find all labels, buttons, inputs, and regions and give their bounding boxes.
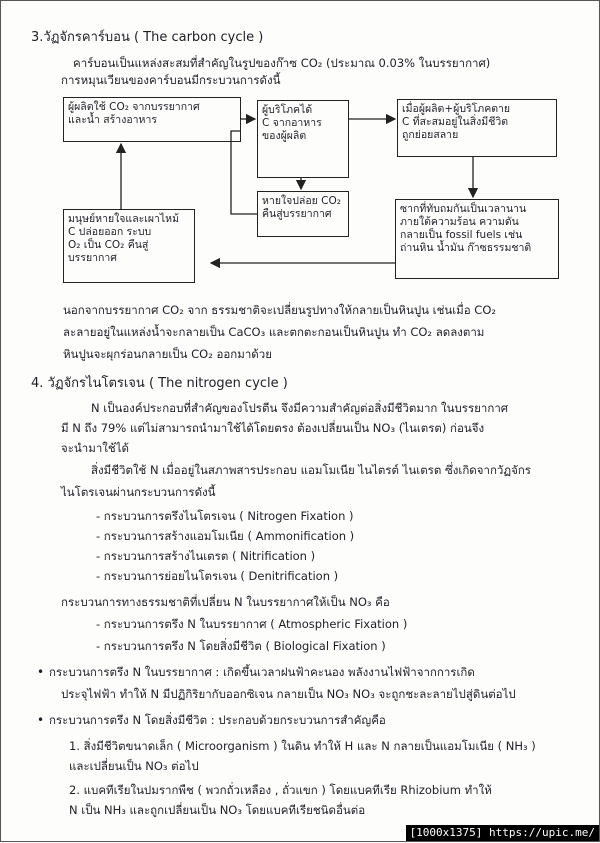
- producer-line: ผู้ผลิตใช้ CO₂ จากบรรยากาศ: [68, 101, 200, 113]
- bullet-dot: •: [37, 665, 45, 679]
- bullet1-line1: กระบวนการตรึง N ในบรรยากาศ : เกิดขึ้นเวลาฝนฟ้าคะนอง พลังงานไฟฟ้าจากการเกิด: [49, 665, 475, 679]
- section4-heading: 4. วัฏจักรไนโตรเจน ( The nitrogen cycle ): [31, 376, 288, 391]
- arrow-release-producer: [231, 131, 257, 214]
- release-line: คืนสู่บรรยากาศ: [262, 208, 332, 220]
- carbon-note-line2: ละลายอยู่ในแหล่งน้ำจะกลายเป็น CaCO₃ และตกตะกอนเป็นหินปูน ทำ CO₂ ลดลงตาม: [63, 325, 485, 339]
- release-line: หายใจปล่อย CO₂: [262, 195, 341, 207]
- consumer-line: ผู้บริโภคได้: [262, 104, 313, 116]
- carbon-note-line1: นอกจากบรรยากาศ CO₂ จาก ธรรมชาติจะเปลี่ยนรูปทางให้กลายเป็นหินปูน เช่นเมื่อ CO₂: [63, 303, 496, 317]
- decomposer-line: C ที่สะสมอยู่ในสิ่งมีชีวิต: [402, 116, 509, 128]
- bullet2-line1: กระบวนการตรึง N โดยสิ่งมีชีวิต : ประกอบด้วยกระบวนการสำคัญคือ: [49, 713, 386, 727]
- process-item: - กระบวนการย่อยไนโตรเจน ( Denitrification ): [96, 569, 339, 583]
- section4-p4: สิ่งมีชีวิตใช้ N เมื่ออยู่ในสภาพสารประกอบ แอมโมเนีย ไนไตรต์ ไนเตรต ซึ่งเกิดจากวัฏจักร: [91, 463, 531, 477]
- section3-heading: 3.วัฏจักรคาร์บอน ( The carbon cycle ): [31, 30, 264, 45]
- fossil-line: กลายเป็น fossil fuels เช่น: [400, 229, 523, 241]
- section3-line2: การหมุนเวียนของคาร์บอนมีกระบวนการดังนี้: [61, 73, 281, 87]
- respiration-line: O₂ เป็น CO₂ คืนสู่: [68, 239, 149, 251]
- respiration-line: บรรยากาศ: [68, 252, 117, 264]
- fixation-type: - กระบวนการตรึง N ในบรรยากาศ ( Atmospheric Fixation ): [96, 617, 408, 631]
- process-item: - กระบวนการสร้างไนเตรต ( Nitrification ): [96, 549, 316, 563]
- section4-p5: ไนโตรเจนผ่านกระบวนการดังนี้: [61, 485, 216, 499]
- process-item: - กระบวนการสร้างแอมโมเนีย ( Ammonification ): [96, 529, 355, 543]
- section4-p1: N เป็นองค์ประกอบที่สำคัญของโปรตีน จึงมีความสำคัญต่อสิ่งมีชีวิตมาก ในบรรยากาศ: [91, 401, 509, 415]
- consumer-line: C จากอาหาร: [262, 117, 322, 129]
- bullet2-item: และเปลี่ยนเป็น NO₃ ต่อไป: [69, 759, 199, 773]
- decomposer-line: ถูกย่อยสลาย: [402, 129, 459, 141]
- process-item: - กระบวนการตรึงไนโตรเจน ( Nitrogen Fixation ): [96, 509, 354, 523]
- bullet1-line2: ประจุไฟฟ้า ทำให้ N มีปฏิกิริยากับออกซิเจน กลายเป็น NO₃ NO₃ จะถูกชะละลายไปสู่ดินต่อไป: [61, 687, 516, 701]
- fossil-line: ภายใต้ความร้อน ความดัน: [400, 216, 519, 228]
- fixation-intro: กระบวนการทางธรรมชาติที่เปลี่ยน N ในบรรยากาศให้เป็น NO₃ คือ: [61, 595, 390, 609]
- respiration-line: มนุษย์หายใจและเผาไหม้: [68, 213, 180, 225]
- bullet-dot: •: [37, 713, 45, 727]
- image-source-footer[interactable]: [1000x1375] https://upic.me/: [406, 825, 599, 841]
- respiration-line: C ปล่อยออก ระบบ: [68, 226, 152, 238]
- consumer-line: ของผู้ผลิต: [262, 130, 307, 142]
- fossil-line: ถ่านหิน น้ำมัน ก๊าซธรรมชาติ: [400, 242, 532, 254]
- producer-line: และน้ำ สร้างอาหาร: [68, 114, 157, 126]
- section3-line1: คาร์บอนเป็นแหล่งสะสมที่สำคัญในรูปของก๊าซ CO₂ (ประมาณ 0.03% ในบรรยากาศ): [73, 56, 491, 70]
- bullet2-item: 2. แบคทีเรียในปมรากพืช ( พวกถั่วเหลือง , ถั่วแขก ) โดยแบคทีเรีย Rhizobium ทำให้: [69, 783, 492, 797]
- fixation-type: - กระบวนการตรึง N โดยสิ่งมีชีวิต ( Biological Fixation ): [96, 639, 386, 653]
- section4-p3: จะนำมาใช้ได้: [61, 441, 129, 455]
- fossil-line: ซากที่ทับถมกันเป็นเวลานาน: [400, 203, 527, 215]
- bullet2-item: 1. สิ่งมีชีวิตขนาดเล็ก ( Microorganism ) ในดิน ทำให้ H และ N กลายเป็นแอมโมเนีย ( NH₃ ): [69, 739, 536, 753]
- section4-p2: มี N ถึง 79% แต่ไม่สามารถนำมาใช้ได้โดยตรง ต้องเปลี่ยนเป็น NO₃ (ไนเตรต) ก่อนจึง: [61, 421, 485, 435]
- carbon-note-line3: หินปูนจะผุกร่อนกลายเป็น CO₂ ออกมาด้วย: [63, 347, 272, 361]
- decomposer-line: เมื่อผู้ผลิต+ผู้บริโภคตาย: [402, 103, 511, 115]
- bullet2-item: N เป็น NH₃ และถูกเปลี่ยนเป็น NO₃ โดยแบคทีเรียชนิดอื่นต่อ: [69, 803, 366, 817]
